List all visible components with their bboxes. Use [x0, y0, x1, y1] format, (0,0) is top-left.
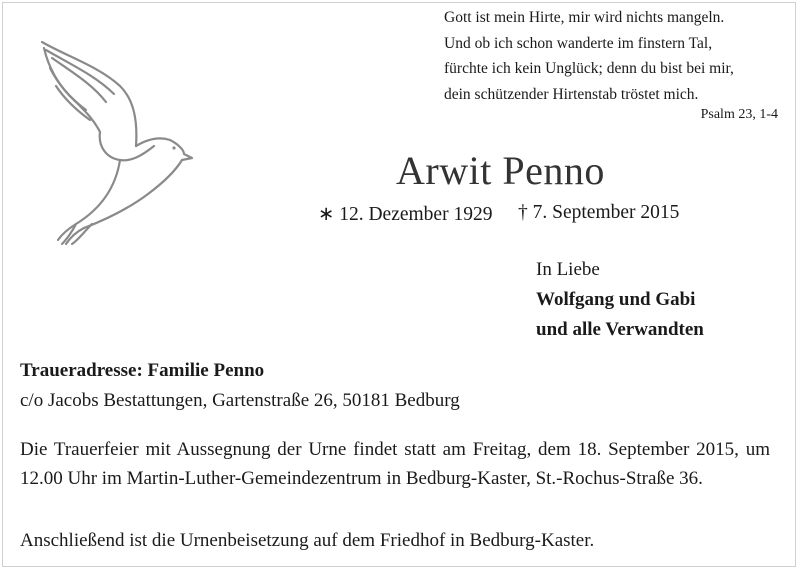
mourners-block	[536, 255, 704, 345]
psalm-line: Und ob ich schon wanderte im finstern Tal,	[444, 34, 713, 52]
death-date: † 7. September 2015	[518, 202, 680, 223]
psalm-line: Gott ist mein Hirte, mir wird nichts mangeln.	[444, 9, 725, 26]
psalm-reference: Psalm 23, 1-4	[700, 107, 778, 122]
ceremony-paragraph: Die Trauerfeier mit Aussegnung der Urne findet statt am Freitag, dem 18. September 2015, um 12.00 Uhr im Martin-Luther-Gemeindezentrum in Bedburg-Kaster, St.-Rochus-Straße 36.	[20, 439, 770, 489]
deceased-name: Arwit Penno	[396, 148, 605, 193]
mourning-address	[20, 356, 460, 416]
psalm-line: fürchte ich kein Unglück; denn du bist bei mir,	[444, 60, 734, 77]
mourners-name: und alle Verwandten	[536, 319, 704, 340]
dove-icon	[36, 36, 196, 246]
birth-date: ∗ 12. Dezember 1929	[318, 204, 493, 225]
mourners-name: Wolfgang und Gabi	[536, 289, 696, 310]
address-line: c/o Jacobs Bestattungen, Gartenstraße 26, 50181 Bedburg	[20, 390, 460, 411]
psalm-verse	[444, 5, 764, 107]
address-heading: Traueradresse: Familie Penno	[20, 360, 265, 381]
psalm-line: dein schützender Hirtenstab tröstet mich.	[444, 85, 699, 103]
mourners-intro: In Liebe	[536, 259, 600, 280]
burial-paragraph: Anschließend ist die Urnenbeisetzung auf dem Friedhof in Bedburg-Kaster.	[20, 530, 595, 551]
